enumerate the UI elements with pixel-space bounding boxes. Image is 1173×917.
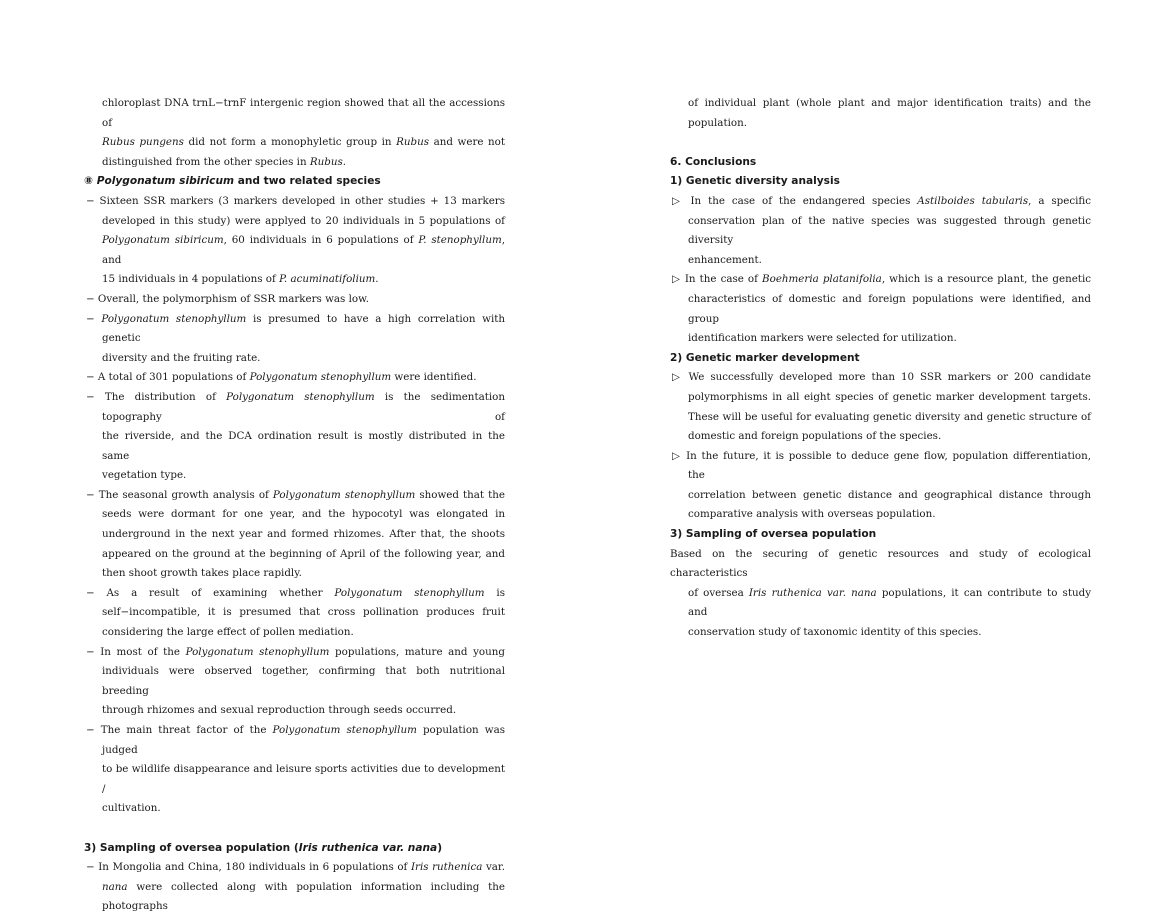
- text-line: [670, 447, 1091, 486]
- continued-paragraph: [670, 94, 1091, 133]
- bullet-seasonal-growth: [84, 486, 505, 584]
- dash-marker: −: [86, 645, 95, 658]
- text-line: [670, 505, 1091, 525]
- text: correlation between genetic distance and geographical distance through: [688, 488, 1091, 501]
- bullet-populations-identified: [84, 368, 505, 388]
- text: identification markers were selected for utilization.: [688, 332, 957, 345]
- text: is the sedimentation topography of: [102, 390, 505, 423]
- text: did not form a monophyletic group in: [183, 136, 397, 149]
- text: cultivation.: [102, 802, 161, 815]
- text: conservation plan of the native species was suggested through genetic diversity: [688, 214, 1091, 247]
- text: conservation study of taxonomic identity of this species.: [688, 626, 982, 639]
- species-name: P. acuminatifolium: [279, 273, 376, 286]
- text: were collected along with population information including the photographs: [102, 880, 505, 913]
- section-heading-polygonatum: [84, 172, 505, 192]
- species-name: Polygonatum sibiricum: [96, 175, 235, 188]
- bullet-threat-factor: [84, 721, 505, 819]
- text-line: [670, 94, 1091, 114]
- bullet-polymorphism: [84, 290, 505, 310]
- text: 15 individuals in 4 populations of: [102, 273, 280, 286]
- text-line: [84, 564, 505, 584]
- dash-marker: −: [86, 371, 95, 384]
- species-name: Polygonatum stenophyllum: [334, 586, 485, 599]
- text-line: [670, 114, 1091, 134]
- text-line: [670, 486, 1091, 506]
- item-ssr-developed: [670, 368, 1091, 446]
- text-line: [84, 701, 505, 721]
- text-line: [670, 368, 1091, 388]
- text: In the case of the endangered species: [690, 194, 918, 207]
- text: 3) Sampling of oversea population (: [84, 841, 299, 854]
- text-line: [670, 623, 1091, 643]
- text: population was judged: [102, 724, 505, 756]
- text: , and: [102, 234, 506, 266]
- text: domestic and foreign populations of the species.: [688, 430, 942, 443]
- text: of oversea: [688, 586, 749, 599]
- text: As a result of examining whether: [106, 586, 335, 599]
- text-line: [84, 270, 505, 290]
- text-line: [84, 878, 505, 917]
- text: and were not: [429, 136, 505, 149]
- text: .: [342, 155, 347, 168]
- text-line: [84, 545, 505, 565]
- text: were identified.: [391, 371, 477, 384]
- spacer: [84, 819, 505, 839]
- species-name: Iris ruthenica: [410, 861, 483, 874]
- text-line: [84, 799, 505, 819]
- text: is: [484, 586, 505, 599]
- text: , which is a resource plant, the genetic: [881, 273, 1092, 286]
- text: through rhizomes and sexual reproduction through seeds occurred.: [102, 704, 457, 717]
- text: .: [375, 273, 379, 286]
- text: seeds were dormant for one year, and the hypocotyl was elongated in: [102, 508, 505, 521]
- species-name: Astilboides tabularis: [917, 194, 1029, 207]
- item-gene-flow: [670, 447, 1091, 525]
- text-line: [84, 310, 505, 349]
- text: populations, mature and young: [329, 645, 505, 658]
- text-line: [670, 251, 1091, 271]
- text: then shoot growth takes place rapidly.: [102, 567, 302, 580]
- dash-marker: −: [86, 586, 95, 599]
- text: underground in the next year and formed rhizomes. After that, the shoots: [102, 528, 505, 541]
- text: In the case of: [684, 273, 763, 286]
- text-line: [84, 643, 505, 663]
- text: diversity and the fruiting rate.: [102, 351, 261, 364]
- bullet-distribution: [84, 388, 505, 486]
- text: We successfully developed more than 10 SSR markers or 200 candidate: [688, 371, 1091, 384]
- text: Based on the securing of genetic resources and study of ecological characteristics: [670, 547, 1091, 580]
- text: populations, it can contribute to study and: [688, 586, 1092, 619]
- text: distinguished from the other species in: [102, 155, 310, 168]
- text: chloroplast DNA trnL−trnF intergenic region showed that all the accessions of: [102, 97, 505, 129]
- text: , a specific: [1028, 194, 1092, 207]
- item-boehmeria: [670, 270, 1091, 348]
- text-line: [84, 505, 505, 525]
- text: individuals were observed together, confirming that both nutritional breeding: [102, 665, 505, 697]
- species-name: Polygonatum stenophyllum: [249, 371, 392, 384]
- text-line: [84, 231, 505, 270]
- text-line: [84, 486, 505, 506]
- species-name: Boehmeria platanifolia: [762, 273, 882, 286]
- text-line: [84, 94, 505, 133]
- dash-marker: −: [86, 861, 95, 874]
- species-name: Rubus: [396, 136, 430, 149]
- text-line: [84, 721, 505, 760]
- text-line: [670, 584, 1091, 623]
- dash-marker: −: [86, 724, 95, 736]
- dash-marker: −: [86, 488, 95, 501]
- item-astilboides: [670, 192, 1091, 270]
- text-line: [670, 270, 1091, 290]
- species-name: Rubus: [309, 155, 343, 168]
- text: Sixteen SSR markers (3 markers developed in other studies + 13 markers: [99, 194, 505, 207]
- text: developed in this study) were applyed to 20 individuals in 5 populations of: [102, 214, 505, 227]
- bullet-ssr-markers: [84, 192, 505, 290]
- dash-marker: −: [86, 292, 95, 305]
- text: These will be useful for evaluating genetic diversity and genetic structure of: [688, 410, 1091, 423]
- text-line: [84, 133, 505, 153]
- species-name: nana: [102, 880, 128, 893]
- text-line: [670, 545, 1091, 584]
- text: the riverside, and the DCA ordination result is mostly distributed in the same: [102, 430, 505, 462]
- bullet-fruiting-rate: [84, 310, 505, 369]
- spacer: [670, 133, 1091, 153]
- text-line: [670, 408, 1091, 428]
- text-line: [84, 603, 505, 623]
- text: characteristics of domestic and foreign populations were identified, and group: [688, 292, 1091, 325]
- section-heading-oversea-sampling: [84, 839, 505, 859]
- species-name: Polygonatum stenophyllum: [185, 645, 330, 658]
- text: In Mongolia and China, 180 individuals in 6 populations of: [98, 861, 411, 874]
- text: and two related species: [234, 175, 381, 188]
- text-line: [84, 623, 505, 643]
- text: The distribution of: [104, 390, 227, 403]
- text: self−incompatible, it is presumed that cross pollination produces fruit: [102, 606, 505, 619]
- species-name: Polygonatum stenophyllum: [272, 488, 416, 501]
- text: ): [437, 841, 443, 854]
- right-column: [670, 94, 1091, 643]
- species-name: Polygonatum stenophyllum: [101, 312, 247, 325]
- rubus-paragraph: [84, 94, 505, 172]
- text: Overall, the polymorphism of SSR markers was low.: [97, 292, 369, 305]
- text-line: [84, 662, 505, 701]
- text: The main threat factor of the: [100, 724, 273, 736]
- text: appeared on the ground at the beginning of April of the following year, and: [102, 547, 505, 560]
- text: showed that the: [415, 488, 505, 501]
- text: A total of 301 populations of: [97, 371, 250, 384]
- text: vegetation type.: [102, 469, 187, 482]
- text: is presumed to have a high correlation with genetic: [102, 312, 506, 345]
- species-name: P. stenophyllum: [418, 234, 502, 247]
- text-line: [670, 388, 1091, 408]
- text: , 60 individuals in 6 populations of: [223, 234, 419, 247]
- text: enhancement.: [688, 253, 762, 266]
- text-line: [84, 584, 505, 604]
- subheading-oversea-sampling: 3) Sampling of oversea population: [670, 528, 877, 541]
- text-line: [84, 349, 505, 369]
- circled-number-marker: ⑧: [84, 175, 93, 188]
- triangle-bullet-icon: ▷: [672, 449, 682, 462]
- text: considering the large effect of pollen mediation.: [102, 626, 354, 639]
- text: In the future, it is possible to deduce gene flow, population differentiation, the: [686, 449, 1091, 482]
- species-name: Polygonatum sibiricum: [102, 234, 224, 247]
- text: The seasonal growth analysis of: [98, 488, 273, 501]
- species-name: Polygonatum stenophyllum: [272, 724, 417, 736]
- text-line: [84, 192, 505, 212]
- text-line: [84, 388, 505, 427]
- left-column: [84, 94, 505, 917]
- text-line: [670, 427, 1091, 447]
- text: population.: [688, 116, 747, 129]
- triangle-bullet-icon: ▷: [672, 273, 681, 286]
- text-line: [670, 212, 1091, 251]
- text-line: [84, 858, 505, 878]
- text-line: [670, 290, 1091, 329]
- bullet-mongolia-china: [84, 858, 505, 917]
- bullet-self-incompatible: [84, 584, 505, 643]
- species-name: Rubus pungens: [102, 136, 184, 149]
- triangle-bullet-icon: ▷: [672, 371, 683, 384]
- dash-marker: −: [86, 312, 95, 325]
- text-line: [84, 153, 505, 173]
- species-name: Iris ruthenica var. nana: [748, 586, 877, 599]
- text: to be wildlife disappearance and leisure sports activities due to development /: [102, 763, 505, 795]
- species-name: Iris ruthenica var. nana: [298, 841, 438, 854]
- triangle-bullet-icon: ▷: [672, 194, 684, 207]
- paragraph-oversea: [670, 545, 1091, 643]
- section-heading-conclusions: 6. Conclusions: [670, 155, 757, 168]
- subheading-genetic-marker: 2) Genetic marker development: [670, 351, 860, 364]
- bullet-breeding: [84, 643, 505, 721]
- text: polymorphisms in all eight species of genetic marker development targets.: [688, 390, 1091, 403]
- text: var.: [482, 861, 505, 874]
- text: of individual plant (whole plant and major identification traits) and the: [688, 97, 1091, 109]
- text-line: [84, 525, 505, 545]
- subheading-genetic-diversity: 1) Genetic diversity analysis: [670, 175, 840, 188]
- dash-marker: −: [86, 194, 95, 207]
- species-name: Polygonatum stenophyllum: [226, 390, 375, 403]
- text-line: [84, 212, 505, 232]
- text: In most of the: [100, 645, 186, 658]
- text-line: [84, 466, 505, 486]
- dash-marker: −: [86, 390, 95, 403]
- text-line: [84, 760, 505, 799]
- text-line: [670, 192, 1091, 212]
- text-line: [84, 427, 505, 466]
- text: comparative analysis with overseas population.: [688, 508, 936, 521]
- text-line: [670, 329, 1091, 349]
